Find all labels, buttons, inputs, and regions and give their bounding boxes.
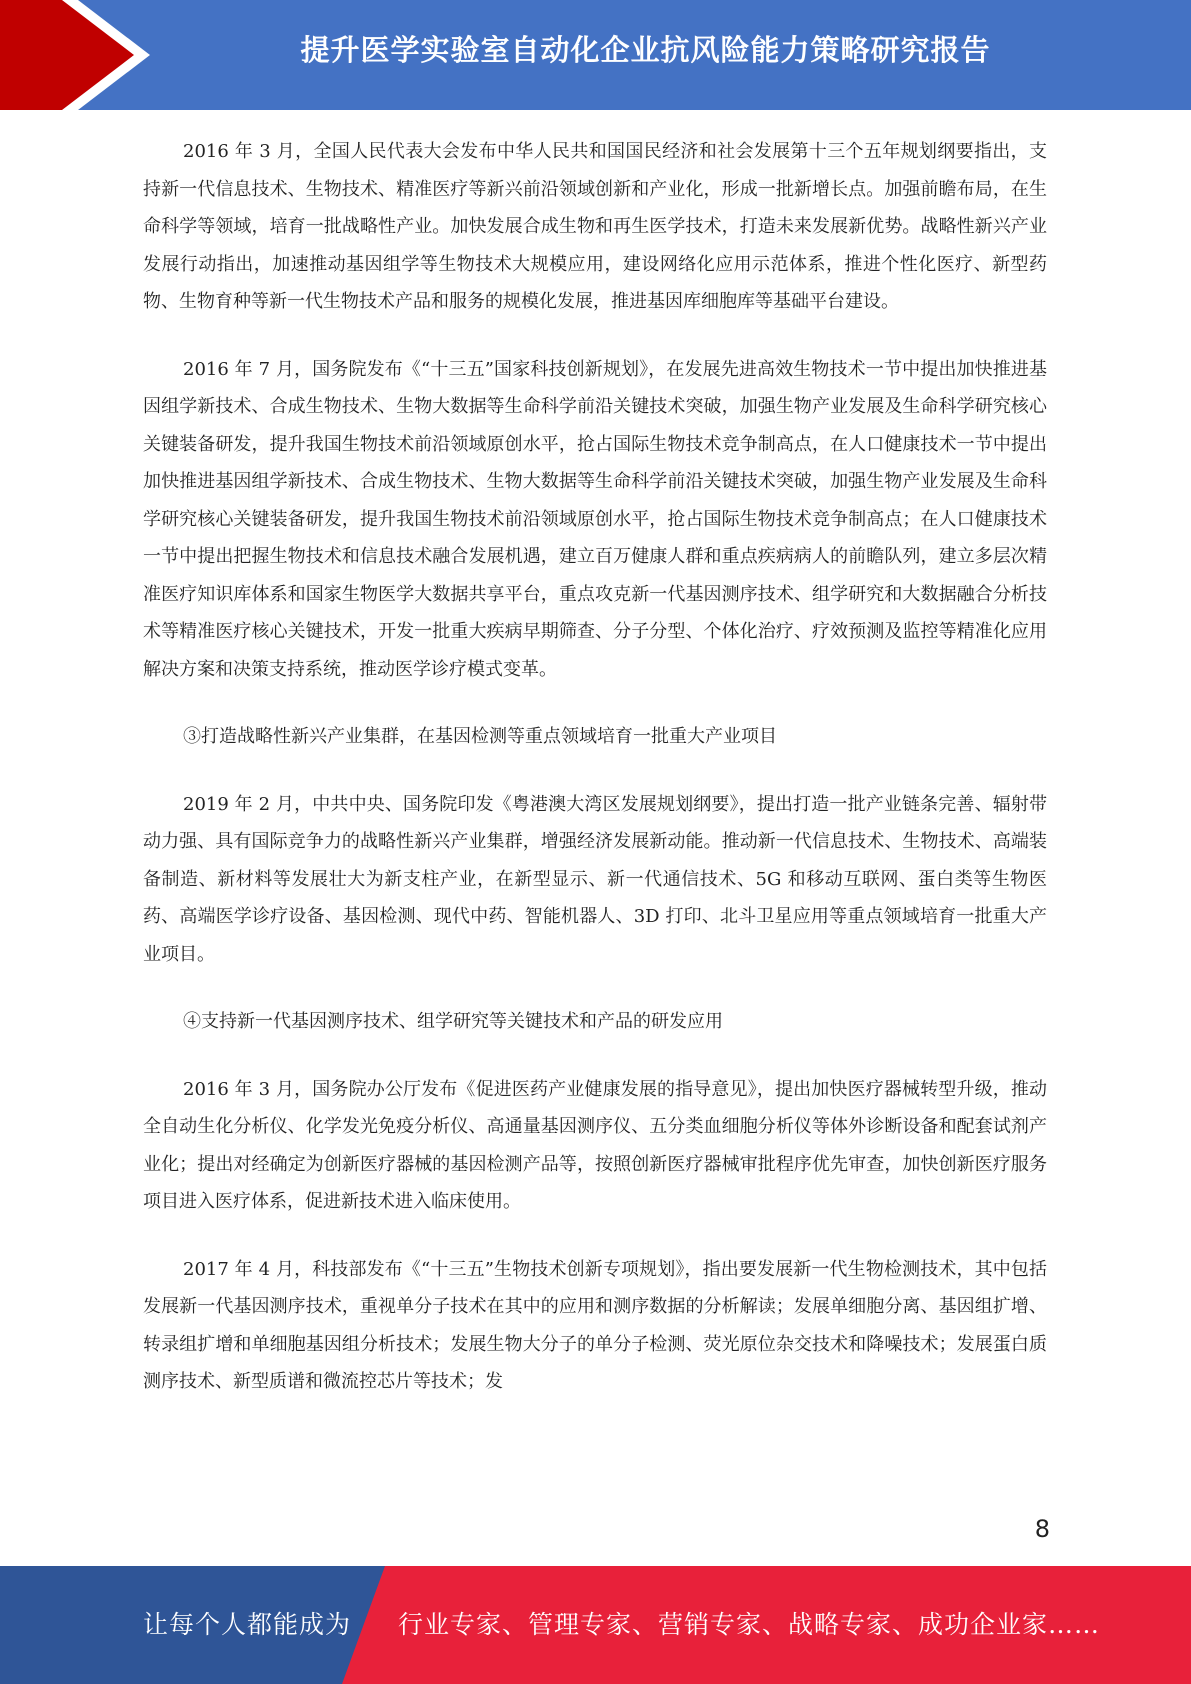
section-heading-4: ④支持新一代基因测序技术、组学研究等关键技术和产品的研发应用 [183,1011,723,1032]
footer-slogan-right: 行业专家、管理专家、营销专家、战略专家、成功企业家…… [398,1610,1101,1639]
paragraph-2016-march-pharma: 2016 年 3 月，国务院办公厅发布《促进医药产业健康发展的指导意见》，提出加快医疗器械转型升级，推动全自动生化分析仪、化学发光免疫分析仪、高通量基因测序仪、五分类血细胞分析仪等体外诊断设备和配套试剂产业化；提出对经确定为创新医疗器械的基因检测产品等，按照创新医疗器械审批程序优先审查，加快创新医疗服务项目进入医疗体系，促进新技术进入临床使用。 [143,1078,1047,1212]
paragraph-2017-april-biotech: 2017 年 4 月，科技部发布《“十三五”生物技术创新专项规划》，指出要发展新一代生物检测技术，其中包括发展新一代基因测序技术，重视单分子技术在其中的应用和测序数据的分析解读；发展单细胞分离、基因组扩增、转录组扩增和单细胞基因组分析技术；发展生物大分子的单分子检测、荧光原位杂交技术和降噪技术；发展蛋白质测序技术、新型质谱和微流控芯片等技术；发 [143,1258,1047,1392]
page-footer [0,1566,1191,1684]
page-header [0,0,1191,110]
paragraph-2019-greater-bay-area: 2019 年 2 月，中共中央、国务院印发《粤港澳大湾区发展规划纲要》，提出打造一批产业链条完善、辐射带动力强、具有国际竞争力的战略性新兴产业集群，增强经济发展新动能。推动新一代信息技术、生物技术、高端装备制造、新材料等发展壮大为新支柱产业，在新型显示、新一代通信技术、5G 和移动互联网、蛋白类等生物医药、高端医学诊疗设备、基因检测、现代中药、智能机器人、3D 打印、北斗卫星应用等重点领域培育一批重大产业项目。 [143,793,1047,965]
report-title: 提升医学实验室自动化企业抗风险能力策略研究报告 [300,33,991,67]
document-body [143,133,1047,1401]
header-arrow-icon [0,0,160,110]
paragraph-2016-july-tech-plan: 2016 年 7 月，国务院发布《“十三五”国家科技创新规划》，在发展先进高效生物技术一节中提出加快推进基因组学新技术、合成生物技术、生物大数据等生命科学前沿关键技术突破，加强生物产业发展及生命科学研究核心关键装备研发，提升我国生物技术前沿领域原创水平，抢占国际生物技术竞争制高点，在人口健康技术一节中提出加快推进基因组学新技术、合成生物技术、生物大数据等生命科学前沿关键技术突破，加强生物产业发展及生命科学研究核心关键装备研发，提升我国生物技术前沿领域原创水平，抢占国际生物技术竞争制高点；在人口健康技术一节中提出把握生物技术和信息技术融合发展机遇，建立百万健康人群和重点疾病病人的前瞻队列，建立多层次精准医疗知识库体系和国家生物医学大数据共享平台，重点攻克新一代基因测序技术、组学研究和大数据融合分析技术等精准医疗核心关键技术，开发一批重大疾病早期筛查、分子分型、个体化治疗、疗效预测及监控等精准化应用解决方案和决策支持系统，推动医学诊疗模式变革。 [143,358,1047,680]
paragraph-2016-march-plan: 2016 年 3 月，全国人民代表大会发布中华人民共和国国民经济和社会发展第十三个五年规划纲要指出，支持新一代信息技术、生物技术、精准医疗等新兴前沿领域创新和产业化，形成一批新增长点。加强前瞻布局，在生命科学等领域，培育一批战略性产业。加快发展合成生物和再生医学技术，打造未来发展新优势。战略性新兴产业发展行动指出，加速推动基因组学等生物技术大规模应用，建设网络化应用示范体系，推进个性化医疗、新型药物、生物育种等新一代生物技术产品和服务的规模化发展，推进基因库细胞库等基础平台建设。 [143,141,1047,312]
section-heading-3: ③打造战略性新兴产业集群，在基因检测等重点领域培育一批重大产业项目 [183,726,777,747]
footer-slogan-left: 让每个人都能成为 [143,1610,352,1639]
page-number: 8 [1034,1515,1050,1543]
